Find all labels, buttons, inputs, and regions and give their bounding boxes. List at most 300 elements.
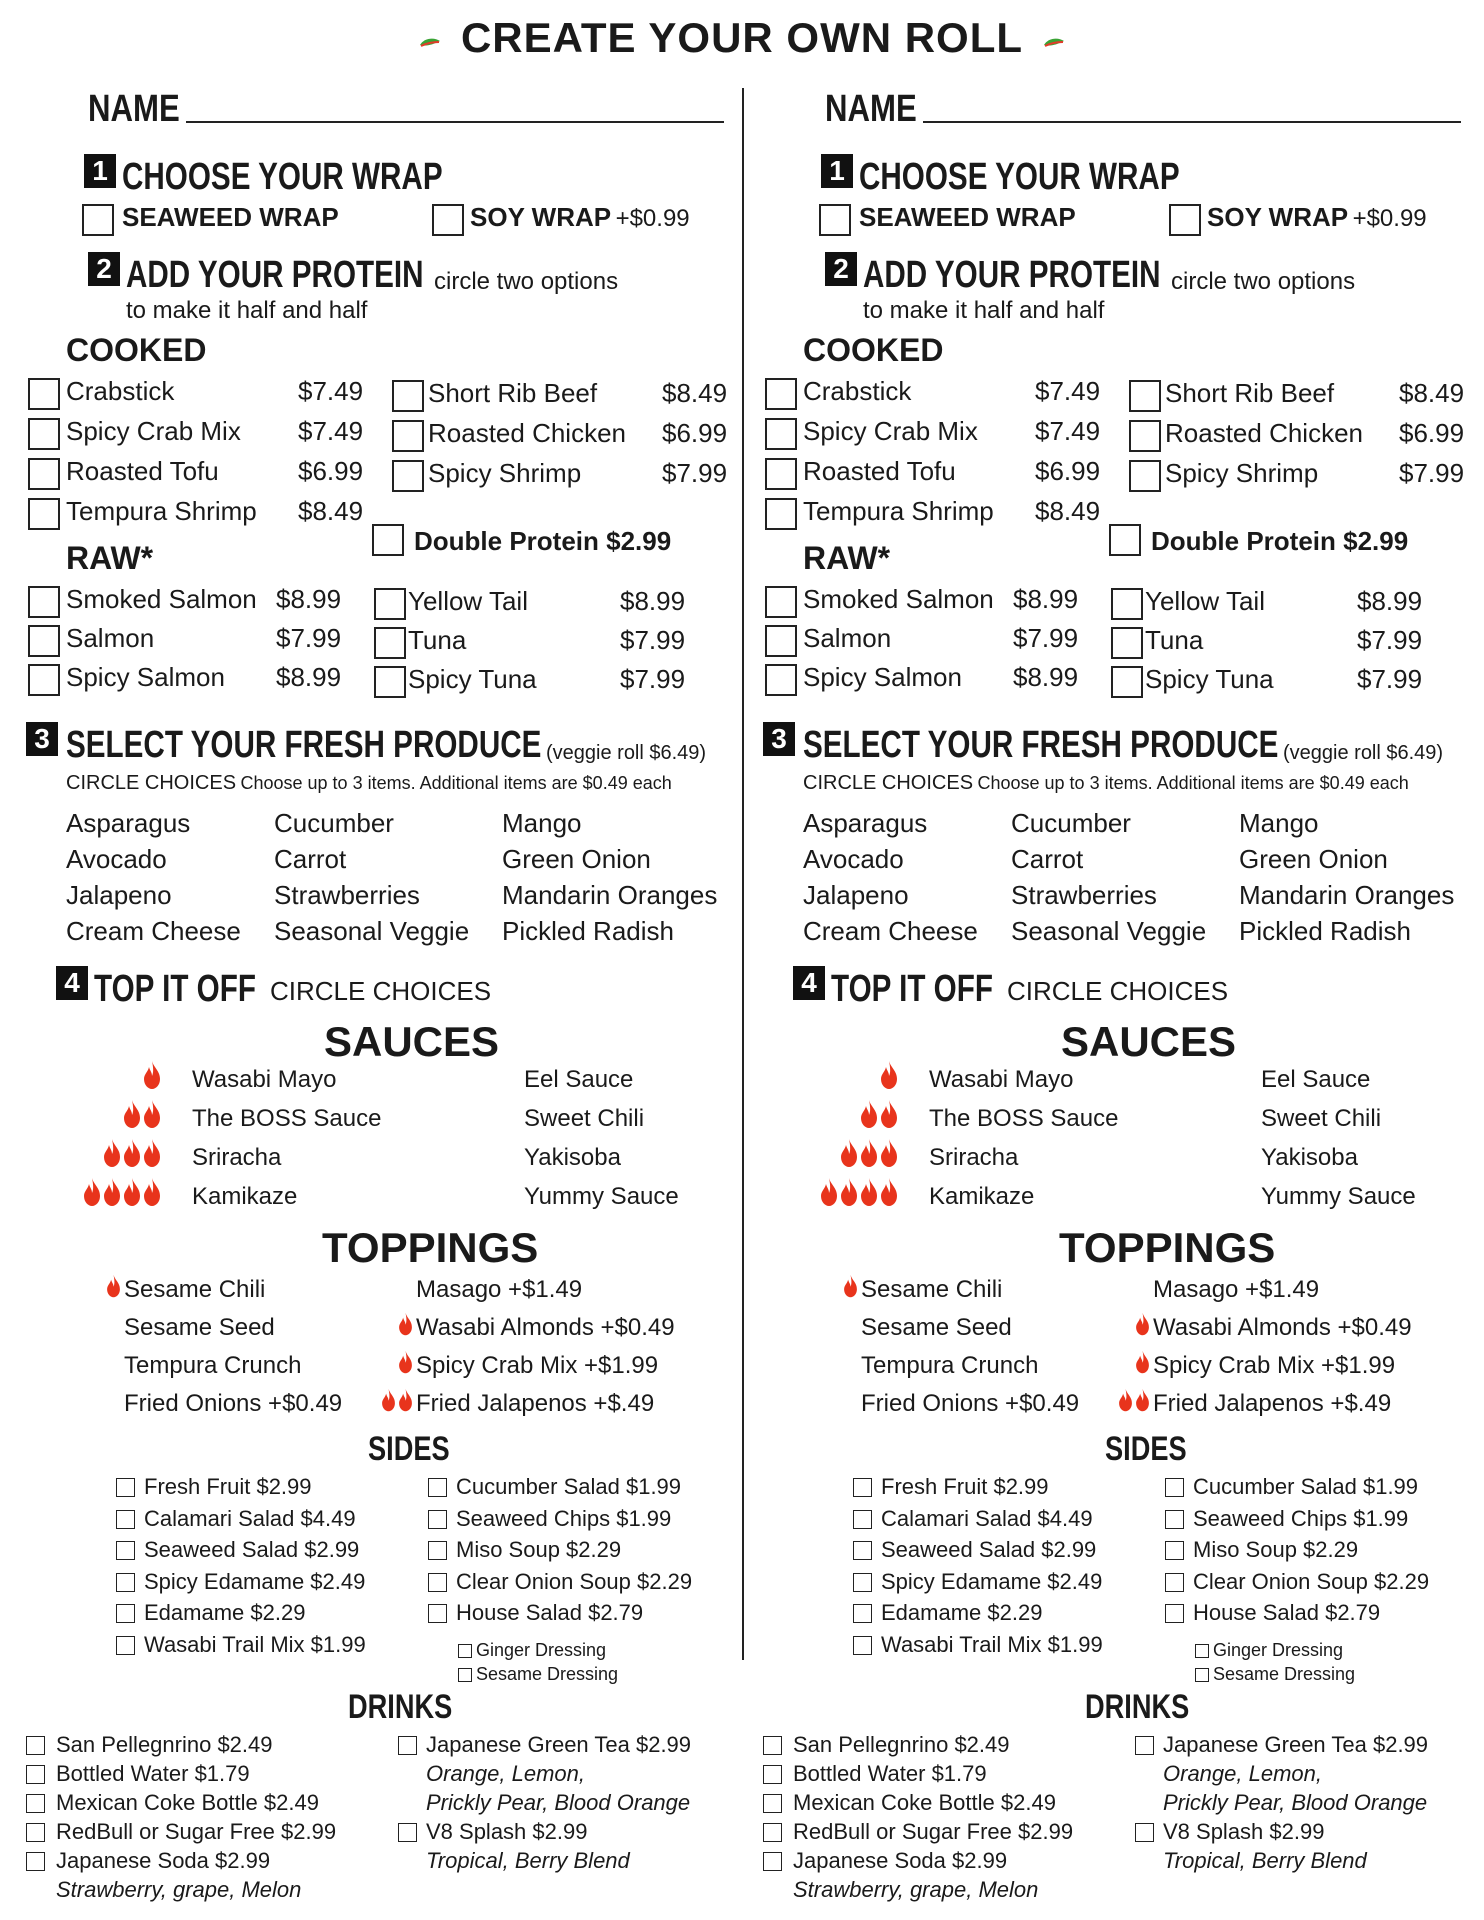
flame-icon — [102, 1138, 122, 1168]
flame-icon — [122, 1099, 142, 1129]
protein-name: Salmon — [66, 623, 155, 653]
double-protein-checkbox[interactable] — [1109, 524, 1141, 556]
protein-checkbox[interactable] — [28, 418, 60, 450]
step-number: 2 — [825, 252, 857, 286]
protein-price: $8.99 — [1013, 584, 1079, 614]
side-label: Calamari Salad $4.49 — [144, 1505, 356, 1531]
protein-checkbox[interactable] — [28, 664, 60, 696]
drinks-heading: DRINKS — [1085, 1688, 1190, 1726]
flame-icon — [397, 1350, 414, 1374]
topping-option[interactable]: Wasabi Almonds +$0.49 — [1153, 1314, 1412, 1341]
drink-checkbox[interactable] — [26, 1794, 45, 1813]
produce-option[interactable]: Seasonal Veggie — [1011, 916, 1207, 946]
flame-icon — [380, 1388, 397, 1412]
flame-icon — [879, 1138, 899, 1168]
protein-price: $8.49 — [662, 378, 728, 408]
drink-checkbox[interactable] — [763, 1736, 782, 1755]
produce-option[interactable]: Green Onion — [1239, 844, 1388, 874]
heat-level — [397, 1350, 414, 1374]
side-label: Seaweed Salad $2.99 — [144, 1537, 360, 1563]
cooked-heading: COOKED — [803, 332, 944, 368]
drink-checkbox[interactable] — [763, 1823, 782, 1842]
flame-icon — [839, 1138, 859, 1168]
side-label: House Salad $2.79 — [1193, 1600, 1381, 1626]
produce-option[interactable]: Pickled Radish — [502, 916, 674, 946]
drink-flavors: Strawberry, grape, Melon — [793, 1877, 1039, 1902]
topping-option[interactable]: Fried Jalapenos +$.49 — [416, 1390, 655, 1417]
topping-option[interactable]: Masago +$1.49 — [416, 1276, 583, 1303]
protein-price: $7.49 — [298, 416, 364, 446]
side-checkbox[interactable] — [853, 1604, 872, 1623]
protein-price: $8.99 — [276, 662, 342, 692]
step-number: 4 — [56, 966, 88, 1000]
topping-option[interactable]: Fried Onions +$0.49 — [861, 1390, 1080, 1417]
drink-label: RedBull or Sugar Free $2.99 — [793, 1819, 1074, 1844]
produce-option[interactable]: Seasonal Veggie — [274, 916, 470, 946]
protein-price: $8.99 — [620, 586, 686, 616]
drink-label: Mexican Coke Bottle $2.49 — [793, 1790, 1056, 1815]
heat-level — [819, 1177, 899, 1207]
step2-subnote: to make it half and half — [126, 297, 368, 324]
step3-note: (veggie roll $6.49) — [1283, 742, 1444, 764]
drink-checkbox[interactable] — [26, 1765, 45, 1784]
protein-name: Yellow Tail — [408, 586, 528, 616]
protein-checkbox[interactable] — [765, 586, 797, 618]
topping-option[interactable]: Sesame Chili — [861, 1276, 1003, 1303]
protein-name: Tempura Shrimp — [803, 496, 994, 526]
flame-icon — [842, 1274, 859, 1298]
protein-name: Spicy Tuna — [408, 664, 537, 694]
produce-option[interactable]: Green Onion — [502, 844, 651, 874]
sauce-option[interactable]: Sweet Chili — [524, 1105, 645, 1132]
side-checkbox[interactable] — [1165, 1478, 1184, 1497]
heat-level — [879, 1060, 899, 1090]
heat-level — [102, 1138, 162, 1168]
sauce-option[interactable]: Yakisoba — [524, 1144, 621, 1171]
side-checkbox[interactable] — [1165, 1573, 1184, 1592]
topping-option[interactable]: Spicy Crab Mix +$1.99 — [416, 1352, 659, 1379]
side-checkbox[interactable] — [116, 1541, 135, 1560]
protein-price: $8.99 — [1013, 662, 1079, 692]
toppings-heading: TOPPINGS — [1059, 1224, 1276, 1271]
step-number: 2 — [88, 252, 120, 286]
side-label: Spicy Edamame $2.49 — [881, 1568, 1103, 1594]
side-checkbox[interactable] — [853, 1510, 872, 1529]
protein-checkbox[interactable] — [1129, 420, 1161, 452]
raw-heading: RAW* — [803, 540, 891, 576]
topping-option[interactable]: Sesame Seed — [124, 1314, 275, 1341]
side-label: Miso Soup $2.29 — [1193, 1537, 1359, 1563]
flame-icon — [879, 1099, 899, 1129]
side-checkbox[interactable] — [853, 1478, 872, 1497]
sauce-option[interactable]: Sriracha — [192, 1144, 282, 1171]
protein-price: $6.99 — [1035, 456, 1101, 486]
heat-level — [842, 1274, 859, 1298]
circle-choices-label: CIRCLE CHOICES — [66, 772, 237, 794]
sauce-option[interactable]: Wasabi Mayo — [192, 1066, 337, 1093]
sauce-option[interactable]: Sweet Chili — [1261, 1105, 1382, 1132]
sauce-option[interactable]: Eel Sauce — [1261, 1066, 1371, 1093]
side-checkbox[interactable] — [428, 1510, 447, 1529]
soy-wrap-price: +$0.99 — [1352, 205, 1427, 232]
protein-checkbox[interactable] — [28, 586, 60, 618]
protein-price: $7.99 — [1013, 623, 1079, 653]
sauce-option[interactable]: Kamikaze — [192, 1183, 298, 1210]
protein-price: $7.99 — [276, 623, 342, 653]
soy-wrap-label: SOY WRAP — [1207, 202, 1349, 232]
side-checkbox[interactable] — [428, 1541, 447, 1560]
raw-heading: RAW* — [66, 540, 154, 576]
produce-option[interactable]: Avocado — [66, 844, 167, 874]
drink-checkbox[interactable] — [763, 1765, 782, 1784]
drinks-heading: DRINKS — [348, 1688, 453, 1726]
drink-checkbox[interactable] — [398, 1823, 417, 1842]
drink-checkbox[interactable] — [26, 1736, 45, 1755]
drink-flavors: Tropical, Berry Blend — [1163, 1848, 1367, 1873]
protein-price: $7.49 — [1035, 376, 1101, 406]
protein-checkbox[interactable] — [392, 460, 424, 492]
drink-label: Japanese Soda $2.99 — [56, 1848, 271, 1873]
protein-checkbox[interactable] — [392, 380, 424, 412]
circle-choices-label: CIRCLE CHOICES — [803, 772, 974, 794]
produce-option[interactable]: Pickled Radish — [1239, 916, 1411, 946]
protein-name: Spicy Salmon — [66, 662, 225, 692]
side-label: Seaweed Chips $1.99 — [1193, 1505, 1409, 1531]
topping-option[interactable]: Tempura Crunch — [861, 1352, 1039, 1379]
dressing-checkbox[interactable] — [458, 1644, 472, 1658]
flame-icon — [142, 1060, 162, 1090]
drink-checkbox[interactable] — [26, 1823, 45, 1842]
side-checkbox[interactable] — [853, 1541, 872, 1560]
seaweed-wrap-checkbox[interactable] — [819, 204, 851, 236]
side-checkbox[interactable] — [116, 1510, 135, 1529]
flame-icon — [105, 1274, 122, 1298]
side-label: House Salad $2.79 — [456, 1600, 644, 1626]
sauce-option[interactable]: Yummy Sauce — [1261, 1183, 1416, 1210]
produce-option[interactable]: Strawberries — [274, 880, 420, 910]
produce-option[interactable]: Cream Cheese — [803, 916, 978, 946]
seaweed-wrap-label: SEAWEED WRAP — [122, 202, 339, 232]
produce-option[interactable]: Mango — [502, 808, 582, 838]
soy-wrap-option — [470, 202, 690, 233]
protein-checkbox[interactable] — [28, 458, 60, 490]
sauce-option[interactable]: Kamikaze — [929, 1183, 1035, 1210]
step-number: 1 — [821, 154, 853, 188]
side-checkbox[interactable] — [1165, 1541, 1184, 1560]
protein-checkbox[interactable] — [28, 378, 60, 410]
name-field[interactable] — [186, 121, 724, 123]
side-checkbox[interactable] — [1165, 1510, 1184, 1529]
side-label: Wasabi Trail Mix $1.99 — [881, 1632, 1103, 1657]
sauces-heading: SAUCES — [1061, 1018, 1237, 1065]
sauce-option[interactable]: The BOSS Sauce — [192, 1105, 382, 1132]
protein-name: Short Rib Beef — [1165, 378, 1335, 408]
produce-option[interactable]: Mandarin Oranges — [1239, 880, 1455, 910]
sauce-option[interactable]: Wasabi Mayo — [929, 1066, 1074, 1093]
drink-label: V8 Splash $2.99 — [426, 1819, 588, 1844]
side-checkbox[interactable] — [853, 1636, 872, 1655]
drink-checkbox[interactable] — [26, 1852, 45, 1871]
protein-price: $7.99 — [662, 458, 728, 488]
side-checkbox[interactable] — [116, 1636, 135, 1655]
heat-level — [105, 1274, 122, 1298]
heat-level — [1134, 1350, 1151, 1374]
drink-flavors: Orange, Lemon, — [1163, 1761, 1322, 1786]
step3-title: SELECT YOUR FRESH PRODUCE — [803, 724, 1279, 766]
sides-heading: SIDES — [1105, 1430, 1187, 1468]
drink-checkbox[interactable] — [763, 1794, 782, 1813]
flame-icon — [879, 1060, 899, 1090]
side-label: Fresh Fruit $2.99 — [881, 1474, 1049, 1499]
flame-icon — [142, 1177, 162, 1207]
side-checkbox[interactable] — [116, 1573, 135, 1592]
protein-price: $7.99 — [620, 625, 686, 655]
heat-level — [142, 1060, 162, 1090]
side-label: Edamame $2.29 — [881, 1600, 1043, 1626]
dressing-checkbox[interactable] — [1195, 1668, 1209, 1682]
drink-label: San Pellegnrino $2.49 — [793, 1732, 1010, 1757]
topping-option[interactable]: Masago +$1.49 — [1153, 1276, 1320, 1303]
protein-checkbox[interactable] — [374, 666, 406, 698]
produce-rules: Choose up to 3 items. Additional items are $0.49 each — [240, 773, 672, 793]
double-protein-label: Double Protein $2.99 — [414, 526, 672, 556]
sauce-option[interactable]: Yummy Sauce — [524, 1183, 679, 1210]
drink-checkbox[interactable] — [1135, 1823, 1154, 1842]
side-label: Seaweed Chips $1.99 — [456, 1505, 672, 1531]
side-label: Cucumber Salad $1.99 — [1193, 1474, 1419, 1499]
seaweed-wrap-checkbox[interactable] — [82, 204, 114, 236]
flame-icon — [1134, 1312, 1151, 1336]
side-label: Cucumber Salad $1.99 — [456, 1474, 682, 1499]
sauce-option[interactable]: Eel Sauce — [524, 1066, 634, 1093]
protein-checkbox[interactable] — [1111, 627, 1143, 659]
produce-option[interactable]: Asparagus — [66, 808, 191, 838]
protein-name: Smoked Salmon — [803, 584, 994, 614]
produce-option[interactable]: Mango — [1239, 808, 1319, 838]
drink-label: San Pellegnrino $2.49 — [56, 1732, 273, 1757]
drink-flavors: Prickly Pear, Blood Orange — [426, 1790, 691, 1815]
side-checkbox[interactable] — [1165, 1604, 1184, 1623]
drink-label: Japanese Green Tea $2.99 — [1163, 1732, 1429, 1757]
flame-icon — [1134, 1388, 1151, 1412]
protein-checkbox[interactable] — [28, 498, 60, 530]
heat-level — [82, 1177, 162, 1207]
side-label: Seaweed Salad $2.99 — [881, 1537, 1097, 1563]
drink-checkbox[interactable] — [398, 1736, 417, 1755]
produce-option[interactable]: Strawberries — [1011, 880, 1157, 910]
protein-name: Spicy Salmon — [803, 662, 962, 692]
double-protein-label: Double Protein $2.99 — [1151, 526, 1409, 556]
step4-note: CIRCLE CHOICES — [270, 976, 492, 1006]
protein-name: Crabstick — [66, 376, 175, 406]
drink-label: Bottled Water $1.79 — [56, 1761, 250, 1786]
protein-name: Tuna — [408, 625, 467, 655]
produce-option[interactable]: Avocado — [803, 844, 904, 874]
protein-name: Tuna — [1145, 625, 1204, 655]
page-title: CREATE YOUR OWN ROLL — [460, 14, 1024, 61]
flame-icon — [122, 1138, 142, 1168]
sides-heading: SIDES — [368, 1430, 450, 1468]
protein-checkbox[interactable] — [1111, 588, 1143, 620]
produce-option[interactable]: Jalapeno — [803, 880, 909, 910]
sauce-option[interactable]: The BOSS Sauce — [929, 1105, 1119, 1132]
produce-option[interactable]: Carrot — [1011, 844, 1084, 874]
step-number: 4 — [793, 966, 825, 1000]
protein-name: Smoked Salmon — [66, 584, 257, 614]
protein-price: $8.99 — [1357, 586, 1423, 616]
double-protein-checkbox[interactable] — [372, 524, 404, 556]
drink-label: Bottled Water $1.79 — [793, 1761, 987, 1786]
protein-price: $6.99 — [1399, 418, 1465, 448]
flame-icon — [859, 1138, 879, 1168]
step2-note: circle two options — [434, 268, 619, 295]
side-checkbox[interactable] — [116, 1604, 135, 1623]
protein-name: Roasted Chicken — [1165, 418, 1363, 448]
protein-name: Roasted Tofu — [66, 456, 219, 486]
produce-option[interactable]: Carrot — [274, 844, 347, 874]
dressing-label: Ginger Dressing — [476, 1640, 607, 1660]
step1-title: CHOOSE YOUR WRAP — [122, 156, 443, 198]
dressing-label: Ginger Dressing — [1213, 1640, 1344, 1660]
topping-option[interactable]: Wasabi Almonds +$0.49 — [416, 1314, 675, 1341]
protein-name: Spicy Shrimp — [1165, 458, 1319, 488]
side-label: Clear Onion Soup $2.29 — [1193, 1568, 1430, 1594]
step2-title: ADD YOUR PROTEIN — [126, 254, 424, 296]
side-checkbox[interactable] — [116, 1478, 135, 1497]
protein-name: Short Rib Beef — [428, 378, 598, 408]
soy-wrap-checkbox[interactable] — [432, 204, 464, 236]
drink-checkbox[interactable] — [1135, 1736, 1154, 1755]
protein-name: Roasted Chicken — [428, 418, 626, 448]
dressing-checkbox[interactable] — [1195, 1644, 1209, 1658]
protein-checkbox[interactable] — [765, 498, 797, 530]
side-checkbox[interactable] — [428, 1604, 447, 1623]
order-form-right — [737, 0, 1479, 1920]
side-label: Clear Onion Soup $2.29 — [456, 1568, 693, 1594]
drink-flavors: Tropical, Berry Blend — [426, 1848, 630, 1873]
step3-instructions — [803, 772, 1409, 795]
protein-checkbox[interactable] — [765, 664, 797, 696]
flame-icon — [397, 1388, 414, 1412]
toppings-heading: TOPPINGS — [322, 1224, 539, 1271]
sauce-option[interactable]: Yakisoba — [1261, 1144, 1358, 1171]
drink-label: Japanese Green Tea $2.99 — [426, 1732, 692, 1757]
produce-option[interactable]: Asparagus — [803, 808, 928, 838]
flame-icon — [82, 1177, 102, 1207]
topping-option[interactable]: Sesame Seed — [861, 1314, 1012, 1341]
drink-label: Mexican Coke Bottle $2.49 — [56, 1790, 319, 1815]
heat-level — [1134, 1312, 1151, 1336]
topping-option[interactable]: Fried Jalapenos +$.49 — [1153, 1390, 1392, 1417]
topping-option[interactable]: Spicy Crab Mix +$1.99 — [1153, 1352, 1396, 1379]
protein-checkbox[interactable] — [374, 588, 406, 620]
step-number: 1 — [84, 154, 116, 188]
drink-flavors: Orange, Lemon, — [426, 1761, 585, 1786]
side-checkbox[interactable] — [853, 1573, 872, 1592]
drink-checkbox[interactable] — [763, 1852, 782, 1871]
flame-icon — [839, 1177, 859, 1207]
protein-price: $7.49 — [298, 376, 364, 406]
heat-level — [859, 1099, 899, 1129]
protein-checkbox[interactable] — [1129, 380, 1161, 412]
protein-name: Crabstick — [803, 376, 912, 406]
side-label: Spicy Edamame $2.49 — [144, 1568, 366, 1594]
produce-option[interactable]: Cucumber — [1011, 808, 1131, 838]
protein-checkbox[interactable] — [765, 625, 797, 657]
heat-level — [397, 1312, 414, 1336]
soy-wrap-option — [1207, 202, 1427, 233]
produce-option[interactable]: Cream Cheese — [66, 916, 241, 946]
name-label: NAME — [825, 88, 917, 130]
protein-price: $8.49 — [298, 496, 364, 526]
seaweed-wrap-label: SEAWEED WRAP — [859, 202, 1076, 232]
protein-name: Roasted Tofu — [803, 456, 956, 486]
sauce-option[interactable]: Sriracha — [929, 1144, 1019, 1171]
heat-level — [1117, 1388, 1151, 1412]
drink-flavors: Strawberry, grape, Melon — [56, 1877, 302, 1902]
dressing-label: Sesame Dressing — [476, 1664, 619, 1684]
flame-icon — [859, 1099, 879, 1129]
produce-option[interactable]: Mandarin Oranges — [502, 880, 718, 910]
protein-name: Tempura Shrimp — [66, 496, 257, 526]
side-label: Fresh Fruit $2.99 — [144, 1474, 312, 1499]
dressing-checkbox[interactable] — [458, 1668, 472, 1682]
protein-checkbox[interactable] — [765, 378, 797, 410]
side-checkbox[interactable] — [428, 1573, 447, 1592]
protein-name: Yellow Tail — [1145, 586, 1265, 616]
protein-checkbox[interactable] — [1129, 460, 1161, 492]
flame-icon — [879, 1177, 899, 1207]
protein-name: Spicy Shrimp — [428, 458, 582, 488]
protein-name: Spicy Crab Mix — [803, 416, 978, 446]
soy-wrap-checkbox[interactable] — [1169, 204, 1201, 236]
protein-checkbox[interactable] — [765, 458, 797, 490]
flame-icon — [1134, 1350, 1151, 1374]
heat-level — [380, 1388, 414, 1412]
protein-price: $6.99 — [298, 456, 364, 486]
protein-checkbox[interactable] — [765, 418, 797, 450]
soy-wrap-price: +$0.99 — [615, 205, 690, 232]
name-label: NAME — [88, 88, 180, 130]
produce-option[interactable]: Cucumber — [274, 808, 394, 838]
protein-checkbox[interactable] — [1111, 666, 1143, 698]
protein-price: $6.99 — [662, 418, 728, 448]
step1-title: CHOOSE YOUR WRAP — [859, 156, 1180, 198]
topping-option[interactable]: Tempura Crunch — [124, 1352, 302, 1379]
heat-level — [839, 1138, 899, 1168]
flame-icon — [1117, 1388, 1134, 1412]
topping-option[interactable]: Fried Onions +$0.49 — [124, 1390, 343, 1417]
protein-checkbox[interactable] — [392, 420, 424, 452]
side-checkbox[interactable] — [428, 1478, 447, 1497]
protein-price: $7.99 — [1357, 625, 1423, 655]
protein-name: Spicy Tuna — [1145, 664, 1274, 694]
step-number: 3 — [763, 722, 795, 756]
flame-icon — [819, 1177, 839, 1207]
step4-note: CIRCLE CHOICES — [1007, 976, 1229, 1006]
drink-label: Japanese Soda $2.99 — [793, 1848, 1008, 1873]
topping-option[interactable]: Sesame Chili — [124, 1276, 266, 1303]
protein-price: $7.49 — [1035, 416, 1101, 446]
name-field[interactable] — [923, 121, 1461, 123]
step3-title: SELECT YOUR FRESH PRODUCE — [66, 724, 542, 766]
protein-checkbox[interactable] — [374, 627, 406, 659]
protein-price: $8.49 — [1035, 496, 1101, 526]
side-label: Miso Soup $2.29 — [456, 1537, 622, 1563]
protein-checkbox[interactable] — [28, 625, 60, 657]
produce-option[interactable]: Jalapeno — [66, 880, 172, 910]
drink-label: RedBull or Sugar Free $2.99 — [56, 1819, 337, 1844]
